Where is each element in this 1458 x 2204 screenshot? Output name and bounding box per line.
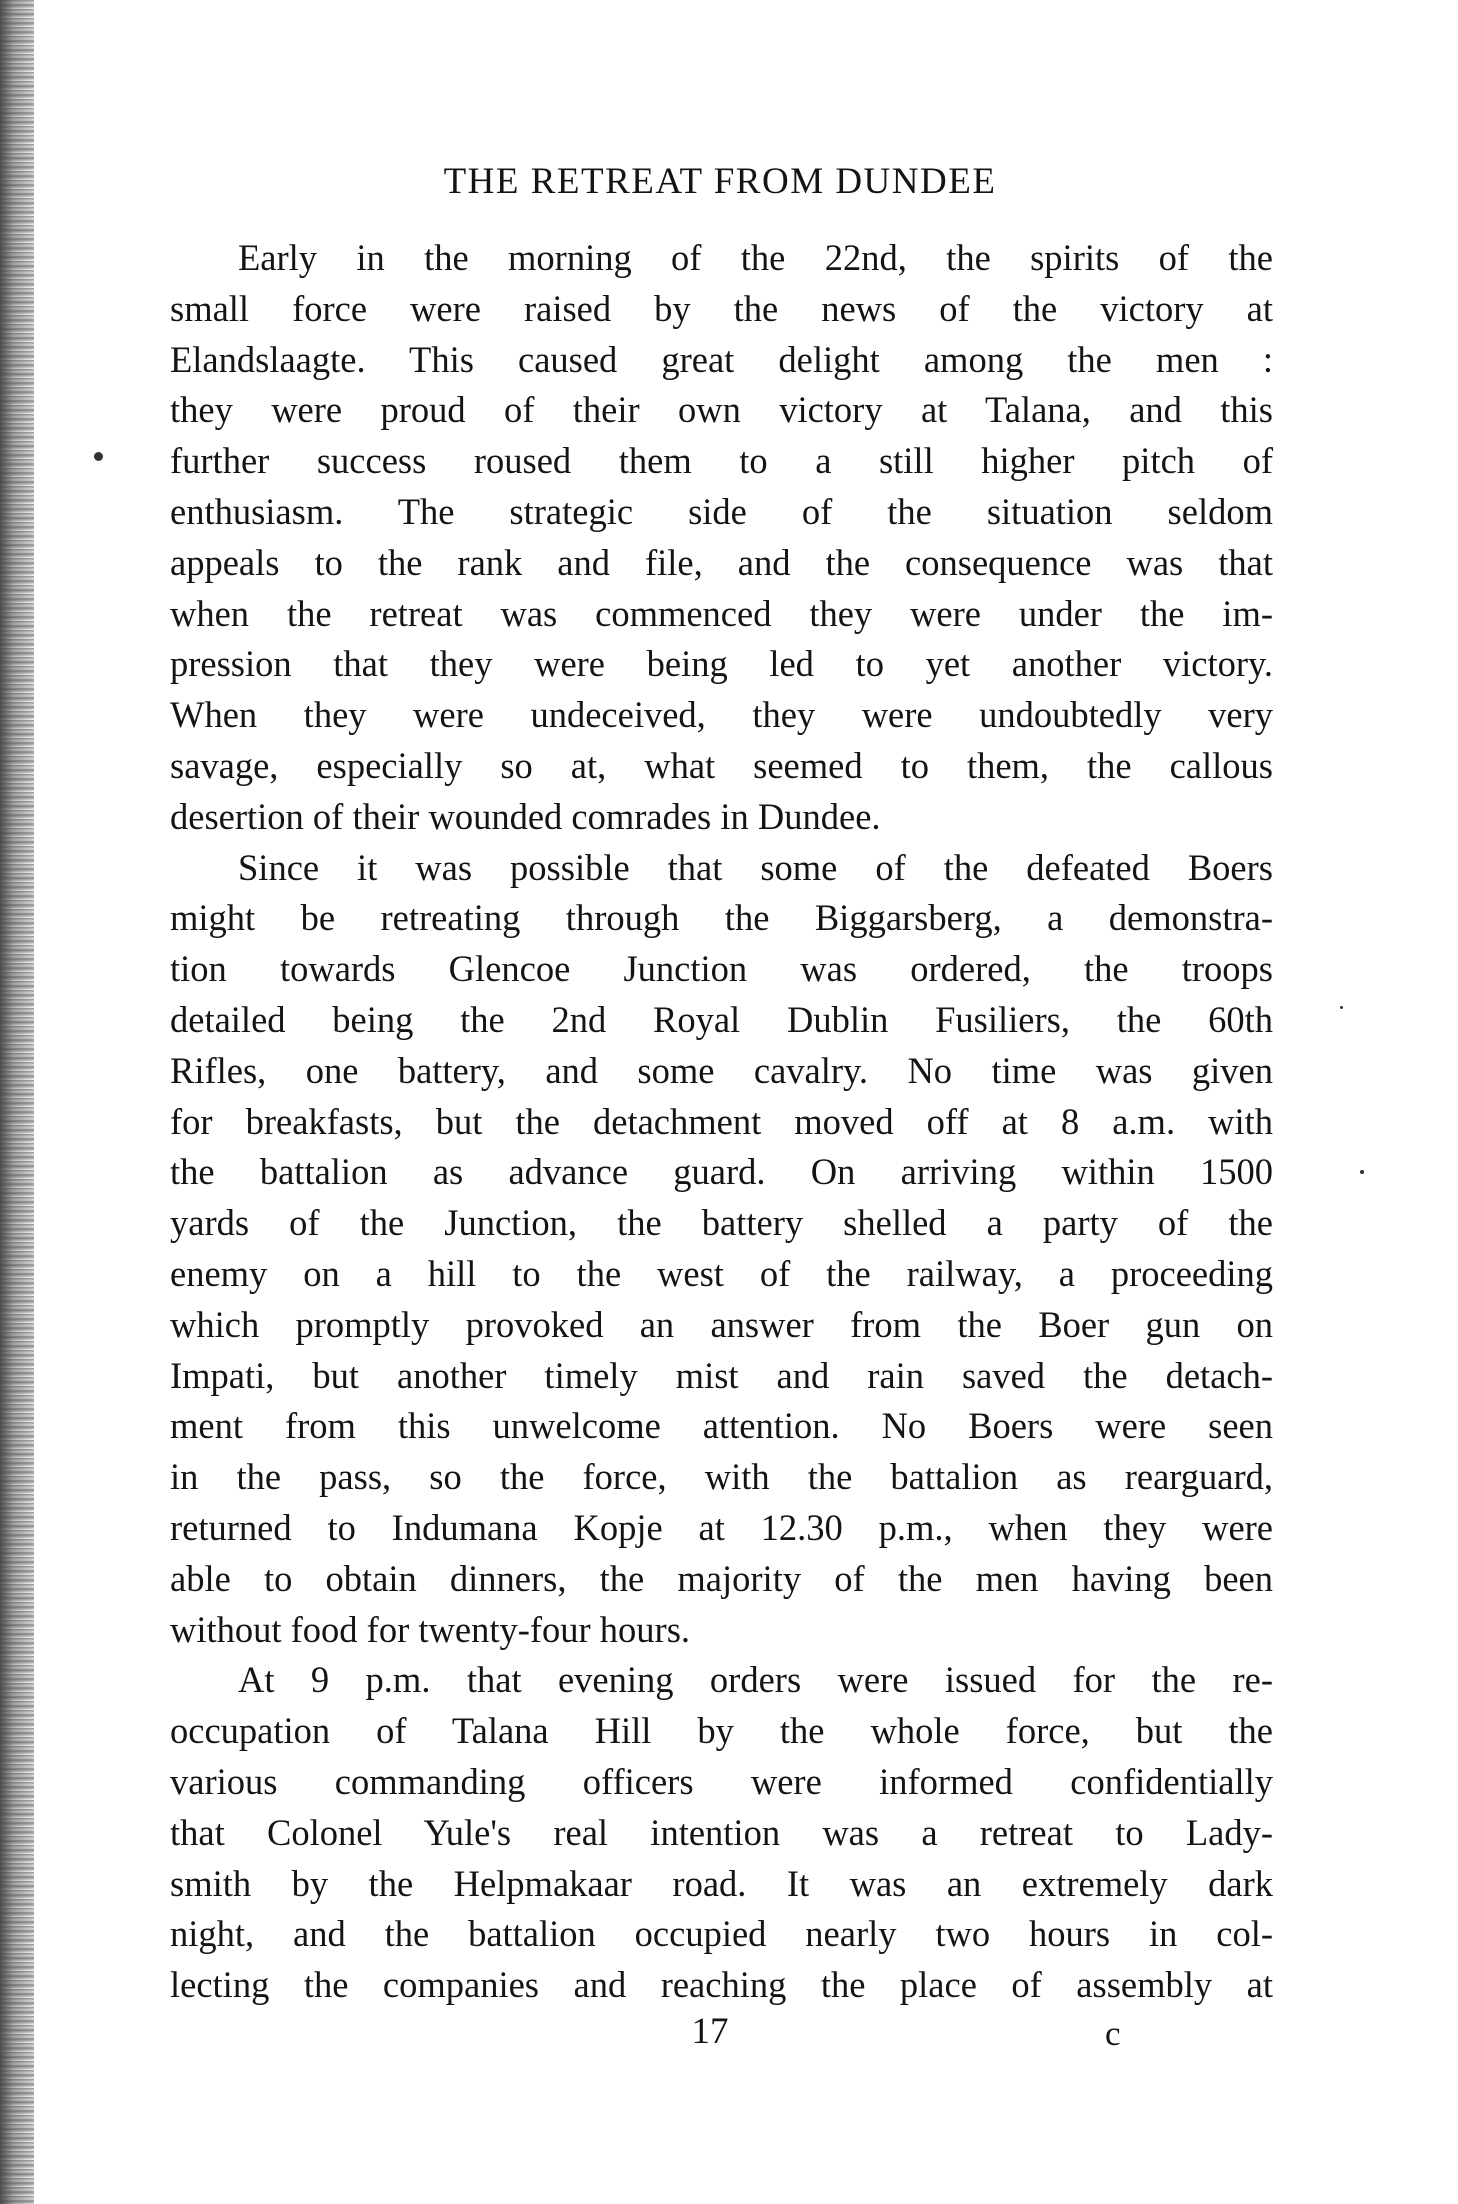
text-line: enthusiasm. The strategic side of the situation seldom — [170, 490, 1273, 532]
text-line: Since it was possible that some of the defeated Boers — [238, 846, 1273, 888]
paragraph-2 — [170, 843, 1273, 1656]
body-text — [170, 233, 1273, 2011]
text-line: that Colonel Yule's real intention was a retreat to Lady- — [170, 1811, 1273, 1853]
scanned-binding-edge — [0, 0, 34, 2204]
text-line: lecting the companies and reaching the place of assembly at — [170, 1964, 1273, 2006]
text-line: which promptly provoked an answer from the Boer gun on — [170, 1303, 1273, 1345]
text-line: the battalion as advance guard. On arriving within 1500 — [170, 1151, 1273, 1193]
text-line: enemy on a hill to the west of the railway, a proceeding — [170, 1252, 1273, 1294]
text-line: various commanding officers were informed confidentially — [170, 1760, 1273, 1802]
text-line: savage, especially so at, what seemed to them, the callous — [170, 744, 1273, 786]
text-line: they were proud of their own victory at Talana, and this — [170, 389, 1273, 431]
text-line: At 9 p.m. that evening orders were issued for the re- — [238, 1659, 1273, 1701]
ink-speck — [94, 452, 103, 461]
text-line: when the retreat was commenced they were under the im- — [170, 592, 1273, 634]
text-line: Early in the morning of the 22nd, the spirits of the — [238, 237, 1273, 278]
running-head: THE RETREAT FROM DUNDEE — [443, 161, 997, 202]
text-line: smith by the Helpmakaar road. It was an extremely dark — [170, 1862, 1273, 1904]
text-line: When they were undeceived, they were undoubtedly very — [170, 694, 1273, 736]
text-line: returned to Indumana Kopje at 12.30 p.m., when they were — [170, 1506, 1273, 1548]
page-number: 17 — [691, 2011, 729, 2052]
ink-speck — [1360, 1170, 1364, 1174]
text-line: pression that they were being led to yet another victory. — [170, 643, 1273, 685]
text-line: occupation of Talana Hill by the whole force, but the — [170, 1710, 1273, 1752]
text-line: night, and the battalion occupied nearly two hours in col- — [170, 1913, 1273, 1955]
text-line: able to obtain dinners, the majority of the men having been — [170, 1557, 1273, 1599]
text-line: small force were raised by the news of the victory at — [170, 287, 1273, 329]
text-line: desertion of their wounded comrades in Dundee. — [170, 795, 881, 837]
text-line: for breakfasts, but the detachment moved off at 8 a.m. with — [170, 1100, 1273, 1142]
text-line: Impati, but another timely mist and rain saved the detach- — [170, 1354, 1273, 1396]
text-line: Rifles, one battery, and some cavalry. No time was given — [170, 1049, 1273, 1091]
ink-speck — [1340, 1006, 1343, 1009]
text-line: ment from this unwelcome attention. No Boers were seen — [170, 1405, 1273, 1447]
text-line: appeals to the rank and file, and the consequence was that — [170, 541, 1273, 583]
paragraph-1 — [170, 233, 1273, 843]
paragraph-3 — [170, 1655, 1273, 2011]
text-line: might be retreating through the Biggarsberg, a demonstra- — [170, 897, 1273, 939]
text-line: in the pass, so the force, with the battalion as rearguard, — [170, 1456, 1273, 1498]
text-line: yards of the Junction, the battery shelled a party of the — [170, 1202, 1273, 1244]
text-line: Elandslaagte. This caused great delight among the men : — [170, 338, 1273, 380]
text-line: tion towards Glencoe Junction was ordered, the troops — [170, 948, 1273, 990]
text-line: without food for twenty-four hours. — [170, 1608, 691, 1650]
text-line: detailed being the 2nd Royal Dublin Fusiliers, the 60th — [170, 998, 1273, 1040]
text-line: further success roused them to a still higher pitch of — [170, 440, 1273, 482]
signature-mark: c — [1105, 2014, 1121, 2053]
